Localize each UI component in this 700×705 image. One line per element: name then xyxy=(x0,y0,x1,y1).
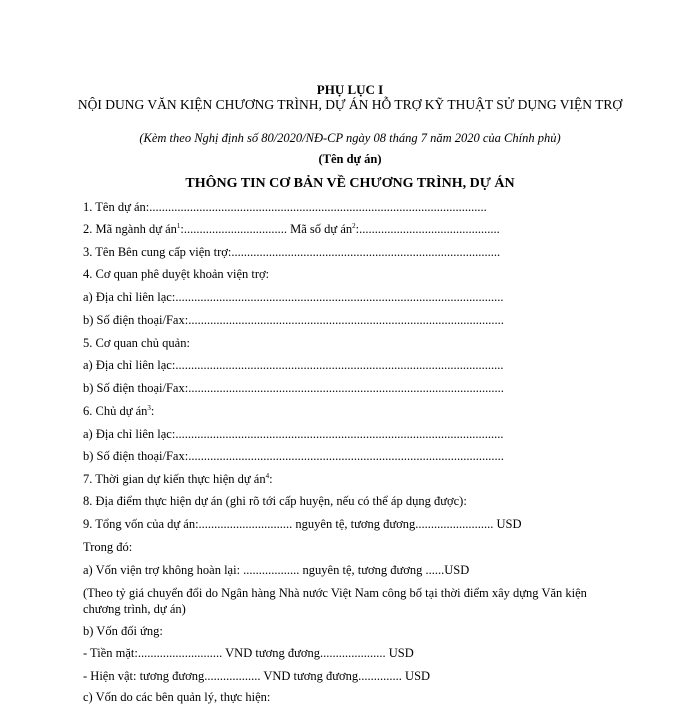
field-counterpart-capital: b) Vốn đối ứng: xyxy=(83,624,163,638)
field-approving-agency-phone: b) Số điện thoại/Fax:..................................................................................................... xyxy=(83,313,504,327)
field-approving-agency-address: a) Địa chỉ liên lạc:......................................................................................................... xyxy=(83,290,504,304)
exchange-rate-note: (Theo tỷ giá chuyển đổi do Ngân hàng Nhà nước Việt Nam công bố tại thời điểm xây dựng Văn kiện chương trình, dự án) xyxy=(83,586,587,616)
appendix-label: PHỤ LỤC I xyxy=(316,82,384,97)
field-donor-name: 3. Tên Bên cung cấp viện trợ:...................................................................................... xyxy=(83,245,501,259)
field-implementation-location: 8. Địa điểm thực hiện dự án (ghi rõ tới cấp huyện, nếu có thể áp dụng được): xyxy=(83,494,467,508)
project-name-placeholder: (Tên dự án) xyxy=(318,152,382,166)
field-project-name: 1. Tên dự án:............................................................................................................ xyxy=(83,200,487,214)
field-sector-and-project-code xyxy=(83,222,500,237)
field-cash: - Tiền mặt:........................... VND tương đương..................... USD xyxy=(83,646,414,660)
field-project-owner-address: a) Địa chỉ liên lạc:......................................................................................................... xyxy=(83,427,504,441)
field-governing-agency: 5. Cơ quan chủ quản: xyxy=(83,336,190,350)
footnote-4-marker: 4 xyxy=(265,472,270,480)
field-project-owner-colon: : xyxy=(150,404,155,418)
field-implementation-time-label: 7. Thời gian dự kiến thực hiện dự án xyxy=(83,472,266,486)
document-title: NỘI DUNG VĂN KIỆN CHƯƠNG TRÌNH, DỰ ÁN HỖ TRỢ KỸ THUẬT SỬ DỤNG VIỆN TRỢ xyxy=(77,97,623,112)
field-project-owner-label: 6. Chủ dự án xyxy=(83,404,148,418)
field-project-code-label: :................................. Mã số dự án xyxy=(180,222,353,236)
field-non-refundable-aid: a) Vốn viện trợ không hoàn lại: .................. nguyên tệ, tương đương ......USD xyxy=(83,563,470,577)
field-managed-capital: c) Vốn do các bên quản lý, thực hiện: xyxy=(83,690,271,704)
field-implementation-time xyxy=(83,472,273,487)
field-project-code-dots: :............................................. xyxy=(355,222,500,236)
of-which-label: Trong đó: xyxy=(83,540,133,554)
field-approving-agency: 4. Cơ quan phê duyệt khoản viện trợ: xyxy=(83,267,270,281)
field-in-kind: - Hiện vật: tương đương.................. VND tương đương.............. USD xyxy=(83,669,431,683)
decree-reference: (Kèm theo Nghị định số 80/2020/NĐ-CP ngày 08 tháng 7 năm 2020 của Chính phủ) xyxy=(139,131,561,145)
footnote-1-marker: 1 xyxy=(176,222,181,230)
field-total-capital: 9. Tổng vốn của dự án:.............................. nguyên tệ, tương đương......................... USD xyxy=(83,517,522,531)
field-implementation-time-colon: : xyxy=(269,472,273,486)
section-heading: THÔNG TIN CƠ BẢN VỀ CHƯƠNG TRÌNH, DỰ ÁN xyxy=(185,176,515,191)
field-governing-agency-phone: b) Số điện thoại/Fax:..................................................................................................... xyxy=(83,381,504,395)
footnote-3-marker: 3 xyxy=(147,404,151,412)
footnote-2-marker: 2 xyxy=(352,222,356,230)
field-sector-label: 2. Mã ngành dự án xyxy=(83,222,177,236)
field-project-owner xyxy=(83,404,154,419)
field-project-owner-phone: b) Số điện thoại/Fax:..................................................................................................... xyxy=(83,449,504,463)
field-governing-agency-address: a) Địa chỉ liên lạc:......................................................................................................... xyxy=(83,358,504,372)
